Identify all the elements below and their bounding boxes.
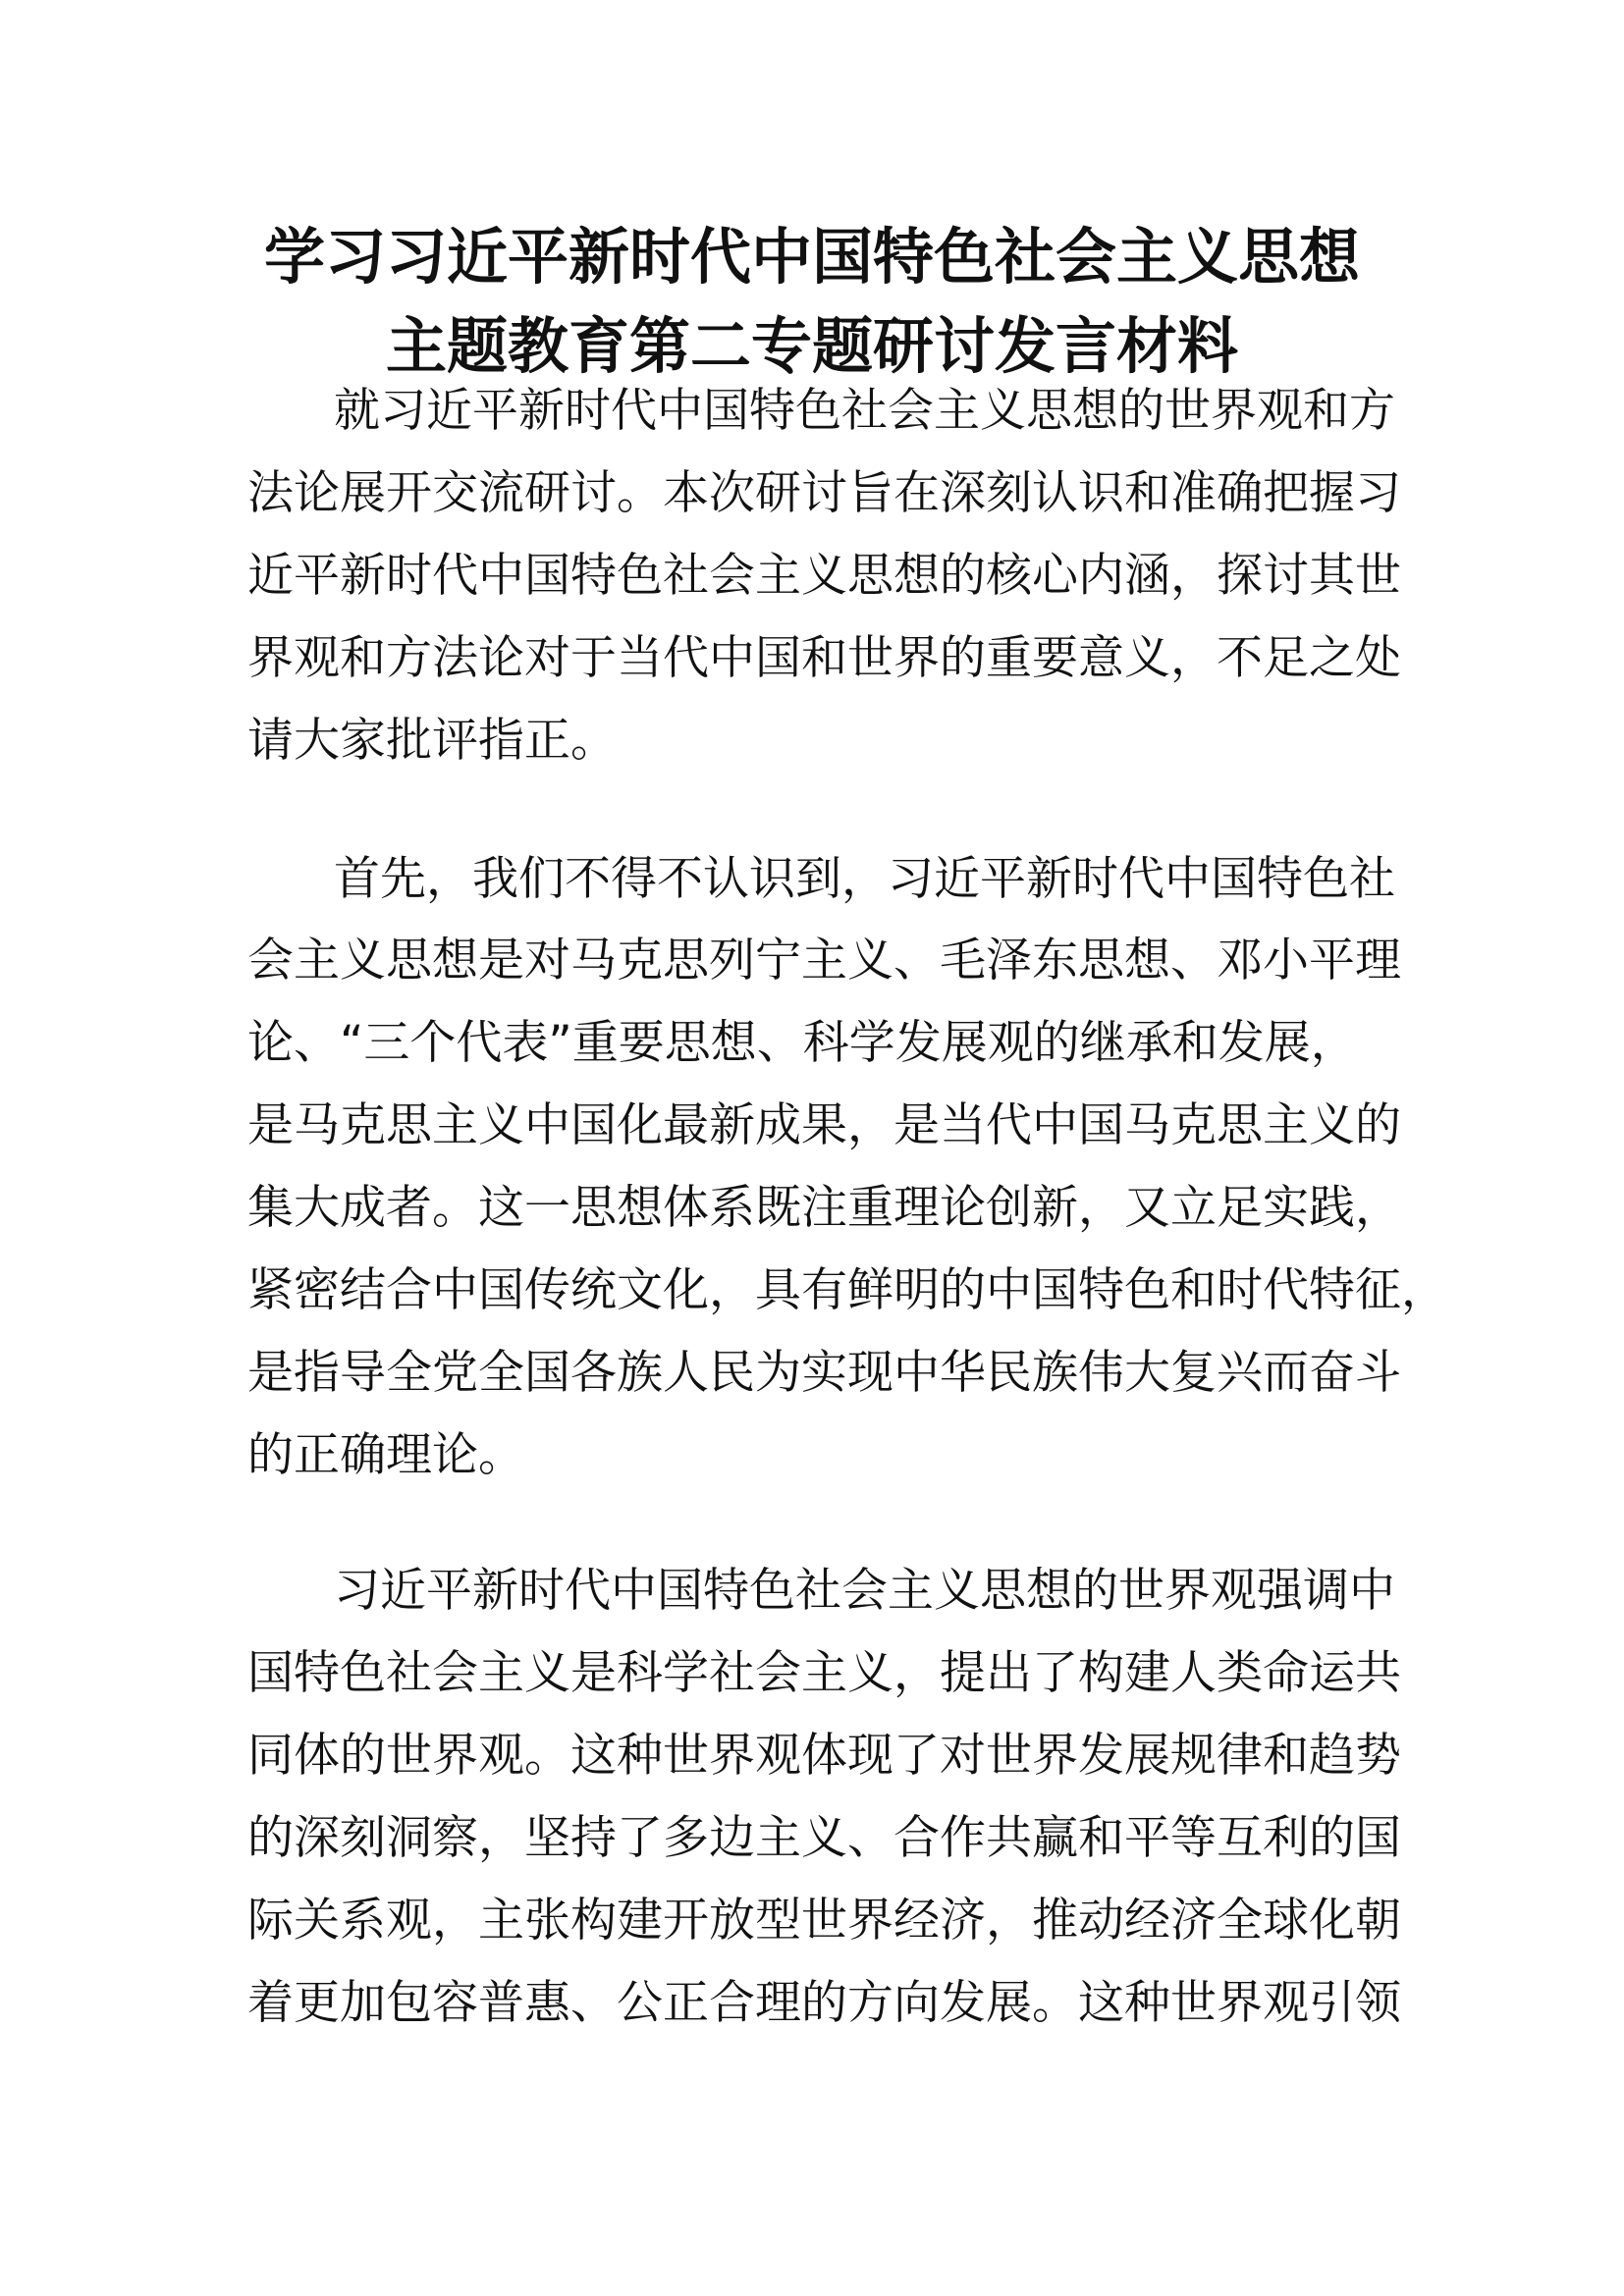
- paragraph-2-line-7: 是指导全党全国各族人民为实现中华民族伟大复兴而奋斗: [247, 1346, 1401, 1400]
- paragraph-2-line-5: 集大成者。这一思想体系既注重理论创新，又立足实践，: [247, 1181, 1401, 1235]
- paragraph-3-line-2: 国特色社会主义是科学社会主义，提出了构建人类命运共: [247, 1646, 1401, 1700]
- paragraph-1-line-1: 就习近平新时代中国特色社会主义思想的世界观和方: [334, 384, 1395, 438]
- paragraph-2-line-6: 紧密结合中国传统文化，具有鲜明的中国特色和时代特征，: [247, 1263, 1447, 1317]
- paragraph-3-line-1: 习近平新时代中国特色社会主义思想的世界观强调中: [334, 1564, 1395, 1618]
- paragraph-1-line-4: 界观和方法论对于当代中国和世界的重要意义，不足之处: [247, 631, 1401, 685]
- document-title-line-1: 学习习近平新时代中国特色社会主义思想: [263, 221, 1360, 293]
- paragraph-1-line-5: 请大家批评指正。: [247, 714, 617, 768]
- paragraph-2-line-1: 首先，我们不得不认识到，习近平新时代中国特色社: [334, 852, 1395, 906]
- paragraph-3-line-5: 际关系观，主张构建开放型世界经济，推动经济全球化朝: [247, 1894, 1401, 1948]
- paragraph-3-line-4: 的深刻洞察，坚持了多边主义、合作共赢和平等互利的国: [247, 1811, 1401, 1865]
- paragraph-2-line-8: 的正确理论。: [247, 1428, 524, 1482]
- paragraph-2-line-3: 论、“三个代表”重要思想、科学发展观的继承和发展，: [247, 1016, 1357, 1070]
- paragraph-1-line-2: 法论展开交流研讨。本次研讨旨在深刻认识和准确把握习: [247, 466, 1401, 520]
- paragraph-1-line-3: 近平新时代中国特色社会主义思想的核心内涵，探讨其世: [247, 549, 1401, 603]
- paragraph-3-line-6: 着更加包容普惠、公正合理的方向发展。这种世界观引领: [247, 1976, 1401, 2030]
- paragraph-2-line-4: 是马克思主义中国化最新成果，是当代中国马克思主义的: [247, 1098, 1401, 1152]
- document-title-line-2: 主题教育第二专题研讨发言材料: [385, 310, 1238, 382]
- paragraph-2-line-2: 会主义思想是对马克思列宁主义、毛泽东思想、邓小平理: [247, 934, 1401, 988]
- paragraph-3-line-3: 同体的世界观。这种世界观体现了对世界发展规律和趋势: [247, 1729, 1401, 1783]
